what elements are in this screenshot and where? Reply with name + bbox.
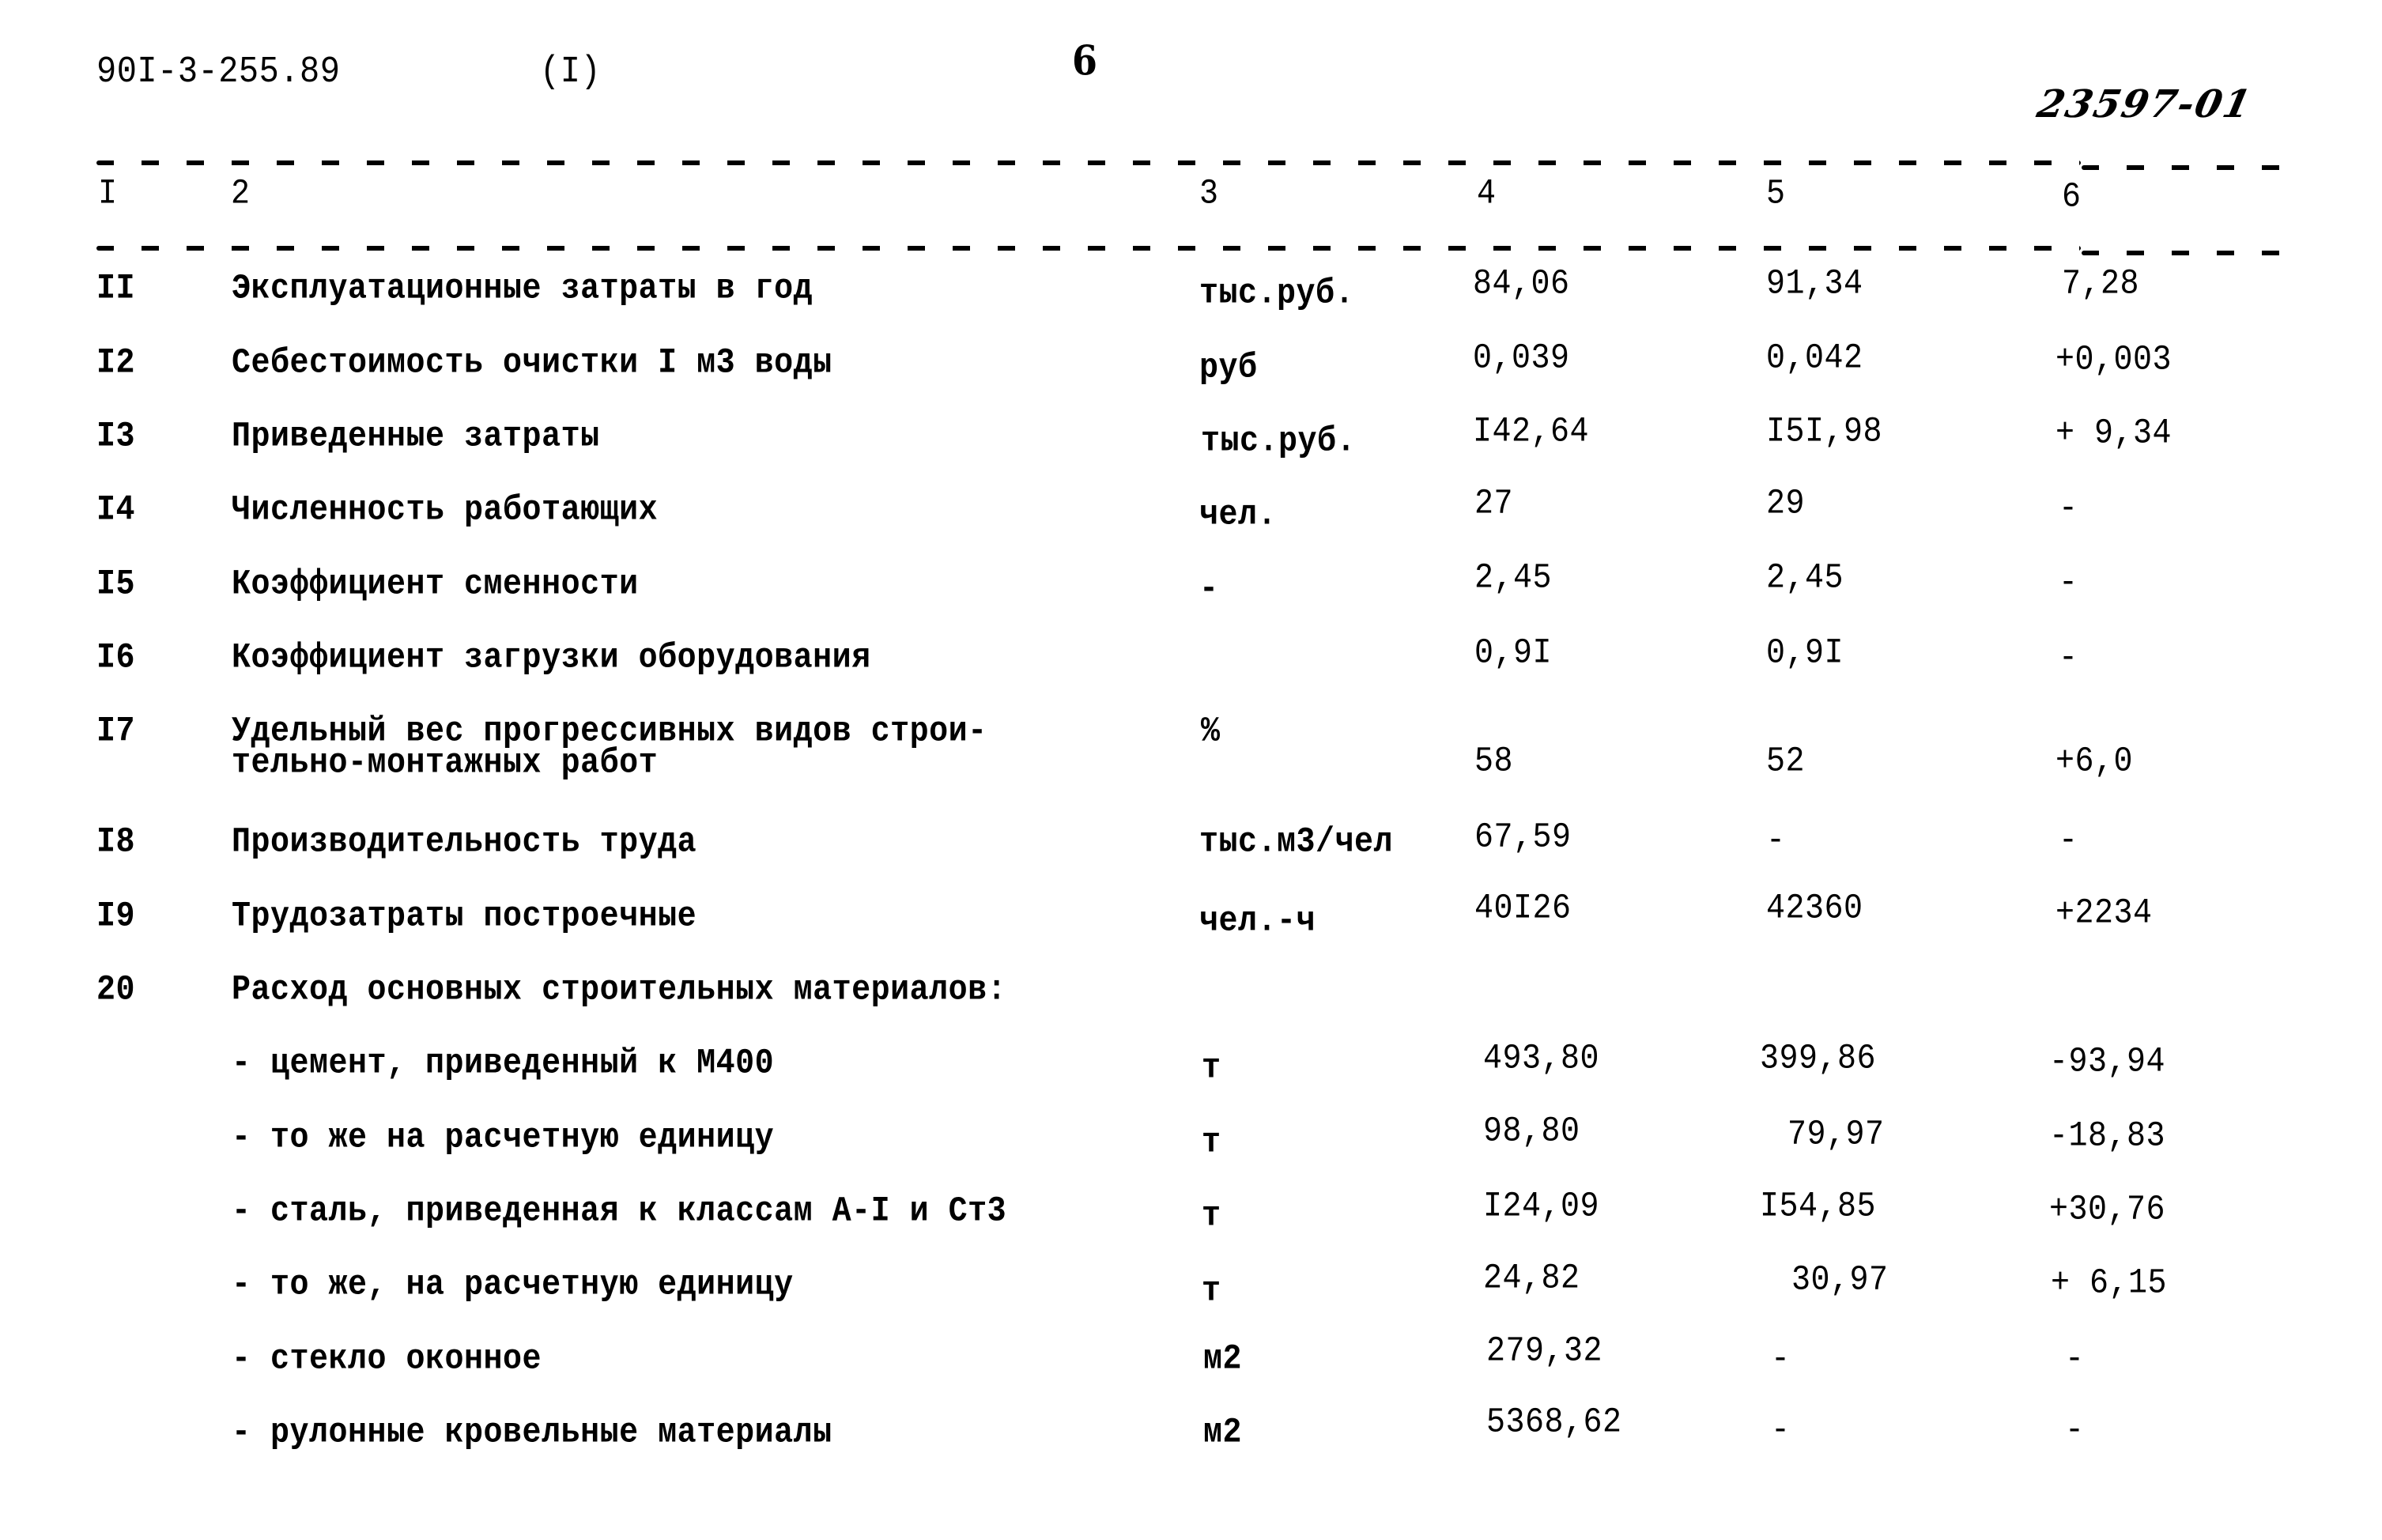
rule-header-bottom: [96, 246, 2081, 251]
row-name: - то же, на расчетную единицу: [232, 1265, 794, 1306]
row-value-5: 0,9I: [1766, 633, 1844, 674]
row-name: Себестоимость очистки I м3 воды: [232, 343, 832, 384]
row-unit: тыс.м3/чел: [1199, 822, 1394, 863]
row-value-6: +0,003: [2055, 340, 2172, 381]
row-unit: т: [1202, 1048, 1221, 1089]
row-value-6: -18,83: [2049, 1116, 2166, 1157]
row-value-4: 0,039: [1473, 338, 1570, 379]
row-value-4: 27: [1474, 484, 1514, 525]
row-value-6: + 6,15: [2051, 1263, 2168, 1304]
row-value-4: 5368,62: [1486, 1402, 1622, 1444]
row-value-4: 67,59: [1474, 817, 1572, 859]
row-unit: т: [1202, 1271, 1221, 1312]
row-number: I5: [96, 564, 136, 606]
row-value-6: +2234: [2055, 893, 2153, 934]
row-unit: м2: [1203, 1339, 1243, 1380]
row-number: I6: [96, 638, 136, 679]
row-value-5: I5I,98: [1766, 412, 1883, 453]
row-name: Производительность труда: [232, 822, 697, 863]
row-value-5: 91,34: [1766, 264, 1863, 305]
row-value-5: 79,97: [1787, 1115, 1885, 1156]
row-unit: тыс.руб.: [1201, 421, 1357, 462]
row-value-6: -: [2059, 638, 2078, 679]
row-number: I2: [96, 343, 136, 384]
row-number: I4: [96, 490, 136, 531]
row-name: Трудозатраты построечные: [232, 896, 697, 938]
row-unit: чел.-ч: [1199, 901, 1316, 942]
row-value-6: -93,94: [2049, 1042, 2166, 1083]
row-name: Расход основных строительных материалов:: [232, 970, 1007, 1011]
row-value-5: 29: [1766, 484, 1806, 525]
row-name: - то же на расчетную единицу: [232, 1118, 775, 1159]
row-unit: м2: [1203, 1413, 1243, 1454]
row-name: - рулонные кровельные материалы: [232, 1413, 832, 1454]
row-unit: тыс.руб.: [1199, 274, 1355, 315]
rule-top-right: [2082, 165, 2289, 170]
handwritten-stamp: 23597-01: [2033, 82, 2256, 126]
row-name: Эксплуатационные затраты в год: [232, 269, 814, 310]
row-name-continued: тельно-монтажных работ: [232, 743, 659, 784]
row-name: Коэффициент загрузки оборудования: [232, 638, 871, 679]
row-name: - стекло оконное: [232, 1339, 542, 1380]
row-value-6: -: [2059, 563, 2078, 604]
row-value-5: 0,042: [1766, 338, 1863, 379]
row-value-5: 52: [1766, 742, 1806, 783]
row-number: I3: [96, 417, 136, 458]
row-value-4: 24,82: [1483, 1259, 1580, 1300]
row-value-4: 58: [1474, 742, 1514, 783]
row-value-5: 30,97: [1791, 1260, 1889, 1301]
row-value-4: I24,09: [1483, 1187, 1600, 1228]
row-value-4: 84,06: [1473, 264, 1570, 305]
row-unit: чел.: [1199, 495, 1278, 536]
row-number: 20: [96, 970, 136, 1011]
row-value-6: 7,28: [2062, 264, 2140, 305]
row-value-5: -: [1771, 1339, 1791, 1380]
row-unit: -: [1199, 569, 1219, 610]
row-value-6: + 9,34: [2055, 413, 2172, 455]
row-value-6: -: [2065, 1339, 2085, 1380]
row-value-4: 0,9I: [1474, 633, 1553, 674]
row-number: II: [96, 269, 136, 310]
row-value-5: 2,45: [1766, 558, 1844, 599]
rule-header-bottom-right: [2082, 251, 2289, 255]
document-code: 90I-3-255.89: [96, 50, 341, 93]
column-header-5: 5: [1766, 174, 1786, 215]
row-name: Коэффициент сменности: [232, 564, 639, 606]
row-value-4: I42,64: [1473, 412, 1590, 453]
row-value-4: 279,32: [1486, 1331, 1603, 1372]
row-name: Приведенные затраты: [232, 417, 600, 458]
rule-top: [96, 160, 2081, 165]
column-header-3: 3: [1199, 174, 1219, 215]
row-name: Удельный вес прогрессивных видов строи-: [232, 711, 987, 753]
row-number: I7: [96, 711, 136, 753]
row-name: - цемент, приведенный к М400: [232, 1044, 775, 1085]
row-value-5: -: [1771, 1410, 1791, 1451]
row-value-5: 42360: [1766, 889, 1863, 930]
page-number: 6: [1072, 36, 1098, 85]
row-name: Численность работающих: [232, 490, 659, 531]
row-unit: т: [1202, 1123, 1221, 1164]
row-value-4: 40I26: [1474, 889, 1572, 930]
row-value-6: -: [2059, 821, 2078, 862]
row-name: - сталь, приведенная к классам А-I и Ст3: [232, 1191, 1007, 1232]
row-value-5: 399,86: [1760, 1039, 1877, 1080]
row-value-6: -: [2059, 489, 2078, 530]
row-unit: т: [1202, 1196, 1221, 1237]
row-unit: %: [1201, 711, 1221, 753]
row-value-6: -: [2065, 1410, 2085, 1451]
row-value-4: 493,80: [1483, 1039, 1600, 1080]
row-unit: руб: [1199, 348, 1258, 389]
document-part: (I): [540, 50, 602, 93]
column-header-1: I: [98, 174, 118, 215]
row-number: I9: [96, 896, 136, 938]
row-value-6: +30,76: [2049, 1190, 2166, 1231]
column-header-2: 2: [231, 174, 251, 215]
row-value-5: I54,85: [1760, 1187, 1877, 1228]
row-value-5: -: [1766, 821, 1786, 862]
column-header-4: 4: [1477, 174, 1497, 215]
column-header-6: 6: [2062, 177, 2082, 218]
row-value-6: +6,0: [2055, 742, 2134, 783]
row-number: I8: [96, 822, 136, 863]
row-value-4: 2,45: [1474, 558, 1553, 599]
row-value-4: 98,80: [1483, 1112, 1580, 1153]
